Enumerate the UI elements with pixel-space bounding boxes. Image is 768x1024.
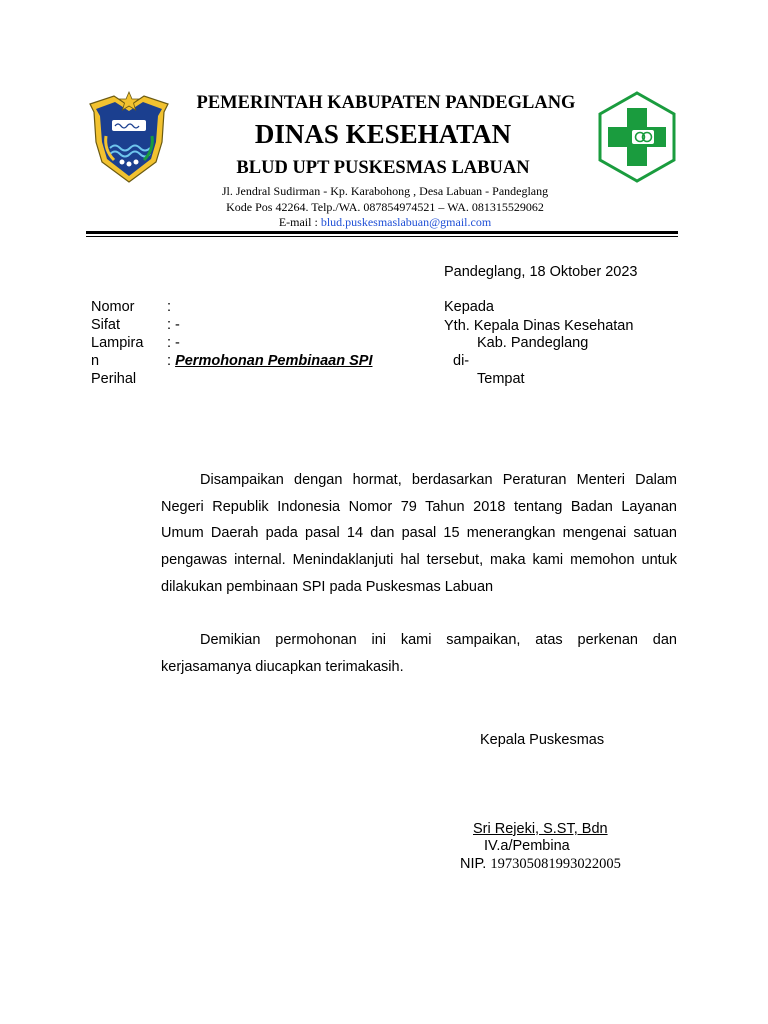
signatory-nip <box>460 855 621 873</box>
email-label: E-mail : <box>278 215 321 229</box>
recipient-kepada: Kepada <box>444 299 494 315</box>
perihal-colon: : <box>167 353 176 369</box>
lampiran-value: : - <box>167 335 180 351</box>
recipient-line2: Kab. Pandeglang <box>477 335 589 351</box>
email-line <box>170 215 600 230</box>
department-name: DINAS KESEHATAN <box>254 119 512 149</box>
government-name: PEMERINTAH KABUPATEN PANDEGLANG <box>196 93 576 113</box>
signatory-name: Sri Rejeki, S.ST, Bdn <box>473 821 608 837</box>
letterhead-divider-thin <box>86 236 678 237</box>
puskesmas-cross-icon <box>596 90 678 184</box>
letter-date: Pandeglang, 18 Oktober 2023 <box>444 264 638 280</box>
nomor-label: Nomor <box>91 299 135 315</box>
address-line-1: Jl. Jendral Sudirman - Kp. Karabohong , Desa Labuan - Pandeglang <box>221 184 549 198</box>
nomor-value: : <box>167 299 172 315</box>
signatory-title: Kepala Puskesmas <box>480 732 605 748</box>
paragraph-2-text: Demikian permohonan ini kami sampaikan, atas perkenan dan kerjasamanya diucapkan terimakasih. <box>161 632 677 675</box>
body-paragraph-1 <box>161 467 677 601</box>
regency-emblem-icon <box>86 90 172 186</box>
letterhead-divider-thick <box>86 231 678 234</box>
nip-label: NIP. <box>460 856 491 872</box>
perihal-value <box>167 352 372 370</box>
nip-number: 197305081993022005 <box>490 856 621 872</box>
recipient-tempat: Tempat <box>477 371 525 387</box>
paragraph-1-text: Disampaikan dengan hormat, berdasarkan Peraturan Menteri Dalam Negeri Republik Indonesia Nomor 79 Tahun 2018 tentang Badan Layanan Umum Daerah pada pasal 14 dan pasal 15 menerangkan mengenai satuan pengawas internal. Menindaklanjuti hal tersebut, maka kami memohon untuk dilakukan pembinaan SPI pada Puskesmas Labuan <box>161 472 677 595</box>
sifat-value: : - <box>167 317 180 333</box>
perihal-subject: Permohonan Pembinaan SPI <box>175 353 373 369</box>
lampiran-label-part1: Lampira <box>91 335 144 351</box>
signatory-rank: IV.a/Pembina <box>484 838 570 854</box>
address-line-2: Kode Pos 42264. Telp./WA. 087854974521 – WA. 081315529062 <box>226 200 544 214</box>
sifat-label: Sifat <box>91 317 121 333</box>
lampiran-label-part2: n <box>91 353 100 369</box>
recipient-di: di- <box>453 353 470 369</box>
perihal-label: Perihal <box>91 371 137 387</box>
email-link[interactable]: blud.puskesmaslabuan@gmail.com <box>320 215 492 229</box>
unit-name: BLUD UPT PUSKESMAS LABUAN <box>236 158 530 178</box>
recipient-line1: Yth. Kepala Dinas Kesehatan <box>444 318 634 334</box>
body-paragraph-2 <box>161 627 677 680</box>
